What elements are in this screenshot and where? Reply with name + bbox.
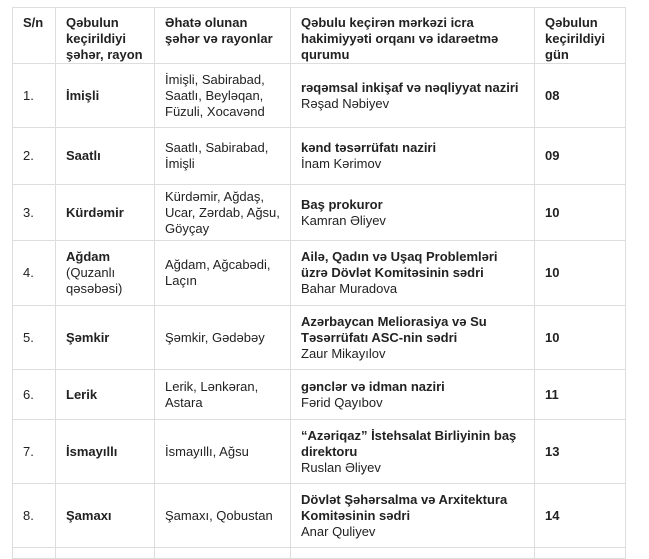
authority-person: Zaur Mikayılov (301, 345, 386, 361)
row-number: 8. (13, 484, 56, 548)
header-num: S/n (13, 8, 56, 64)
city-name: Lerik (66, 386, 98, 402)
table-row (13, 185, 626, 241)
empty-cell (291, 548, 535, 559)
row-city (56, 64, 155, 128)
header-city: Qəbulun keçirildiyi şəhər, rayon (56, 8, 155, 64)
row-number: 5. (13, 306, 56, 370)
header-day: Qəbulun keçirildiyi gün (535, 8, 626, 64)
table-row (13, 64, 626, 128)
city-name: Kürdəmir (66, 204, 124, 220)
authority-person: Fərid Qayıbov (301, 394, 383, 410)
row-number: 7. (13, 420, 56, 484)
table-row (13, 306, 626, 370)
row-districts: Ağdam, Ağcabədi, Laçın (155, 241, 291, 306)
authority-title: Dövlət Şəhərsalma və Arxitektura Komitəsinin sədri (301, 491, 508, 523)
row-authority (291, 306, 535, 370)
row-day: 08 (535, 64, 626, 128)
row-city (56, 185, 155, 241)
header-districts: Əhatə olunan şəhər və rayonlar (155, 8, 291, 64)
row-city (56, 370, 155, 420)
empty-cell (13, 548, 56, 559)
authority-person: Kamran Əliyev (301, 212, 386, 228)
authority-title: kənd təsərrüfatı naziri (301, 140, 437, 155)
table-row-partial (13, 548, 626, 559)
row-authority (291, 420, 535, 484)
row-authority (291, 64, 535, 128)
table-row (13, 241, 626, 306)
row-city (56, 306, 155, 370)
row-districts: Kürdəmir, Ağdaş, Ucar, Zərdab, Ağsu, Göyçay (155, 185, 291, 241)
city-name: İmişli (66, 87, 100, 103)
row-districts: İmişli, Sabirabad, Saatlı, Beyləqan, Füzuli, Xocavənd (155, 64, 291, 128)
empty-cell (155, 548, 291, 559)
row-day: 13 (535, 420, 626, 484)
row-number: 6. (13, 370, 56, 420)
row-number: 4. (13, 241, 56, 306)
authority-person: Anar Quliyev (301, 523, 376, 539)
row-day: 10 (535, 241, 626, 306)
table-header-row (13, 8, 626, 64)
row-districts: İsmayıllı, Ağsu (155, 420, 291, 484)
row-day: 10 (535, 185, 626, 241)
authority-title: “Azəriqaz” İstehsalat Birliyinin baş direktoru (301, 427, 517, 459)
row-day: 10 (535, 306, 626, 370)
row-number: 3. (13, 185, 56, 241)
table-row (13, 420, 626, 484)
row-city (56, 420, 155, 484)
row-city (56, 484, 155, 548)
row-day: 11 (535, 370, 626, 420)
authority-title: Azərbaycan Meliorasiya və Su Təsərrüfatı ASC-nin sədri (301, 313, 487, 345)
authority-title: gənclər və idman naziri (301, 378, 445, 394)
row-number: 1. (13, 64, 56, 128)
empty-cell (535, 548, 626, 559)
city-name: İsmayıllı (66, 443, 118, 459)
row-day: 09 (535, 128, 626, 185)
row-authority (291, 128, 535, 185)
row-city (56, 128, 155, 185)
header-authority: Qəbulu keçirən mərkəzi icra hakimiyyəti orqanı və idarəetmə qurumu (291, 8, 535, 64)
row-districts: Saatlı, Sabirabad, İmişli (155, 128, 291, 185)
authority-person: Bahar Muradova (301, 281, 398, 296)
authority-title: Ailə, Qadın və Uşaq Problemləri üzrə Dövlət Komitəsinin sədri (301, 249, 498, 280)
row-authority (291, 484, 535, 548)
row-day: 14 (535, 484, 626, 548)
row-authority (291, 185, 535, 241)
city-name: Ağdam (66, 249, 111, 264)
authority-person: Ruslan Əliyev (301, 459, 381, 475)
reception-schedule-table (12, 7, 626, 559)
row-city (56, 241, 155, 306)
city-name: Saatlı (66, 148, 101, 163)
table-row (13, 370, 626, 420)
authority-title: Baş prokuror (301, 196, 383, 212)
authority-title: rəqəmsal inkişaf və nəqliyyat naziri (301, 79, 519, 95)
row-districts: Lerik, Lənkəran, Astara (155, 370, 291, 420)
row-number: 2. (13, 128, 56, 185)
authority-person: Rəşad Nəbiyev (301, 95, 390, 111)
row-authority (291, 241, 535, 306)
authority-person: İnam Kərimov (301, 156, 382, 171)
row-districts: Şamaxı, Qobustan (155, 484, 291, 548)
city-name: Şamaxı (66, 507, 112, 523)
row-authority (291, 370, 535, 420)
table-row (13, 128, 626, 185)
table-row (13, 484, 626, 548)
empty-cell (56, 548, 155, 559)
row-districts: Şəmkir, Gədəbəy (155, 306, 291, 370)
city-name: Şəmkir (66, 329, 110, 345)
city-subtitle: (Quzanlı qəsəbəsi) (66, 265, 123, 296)
